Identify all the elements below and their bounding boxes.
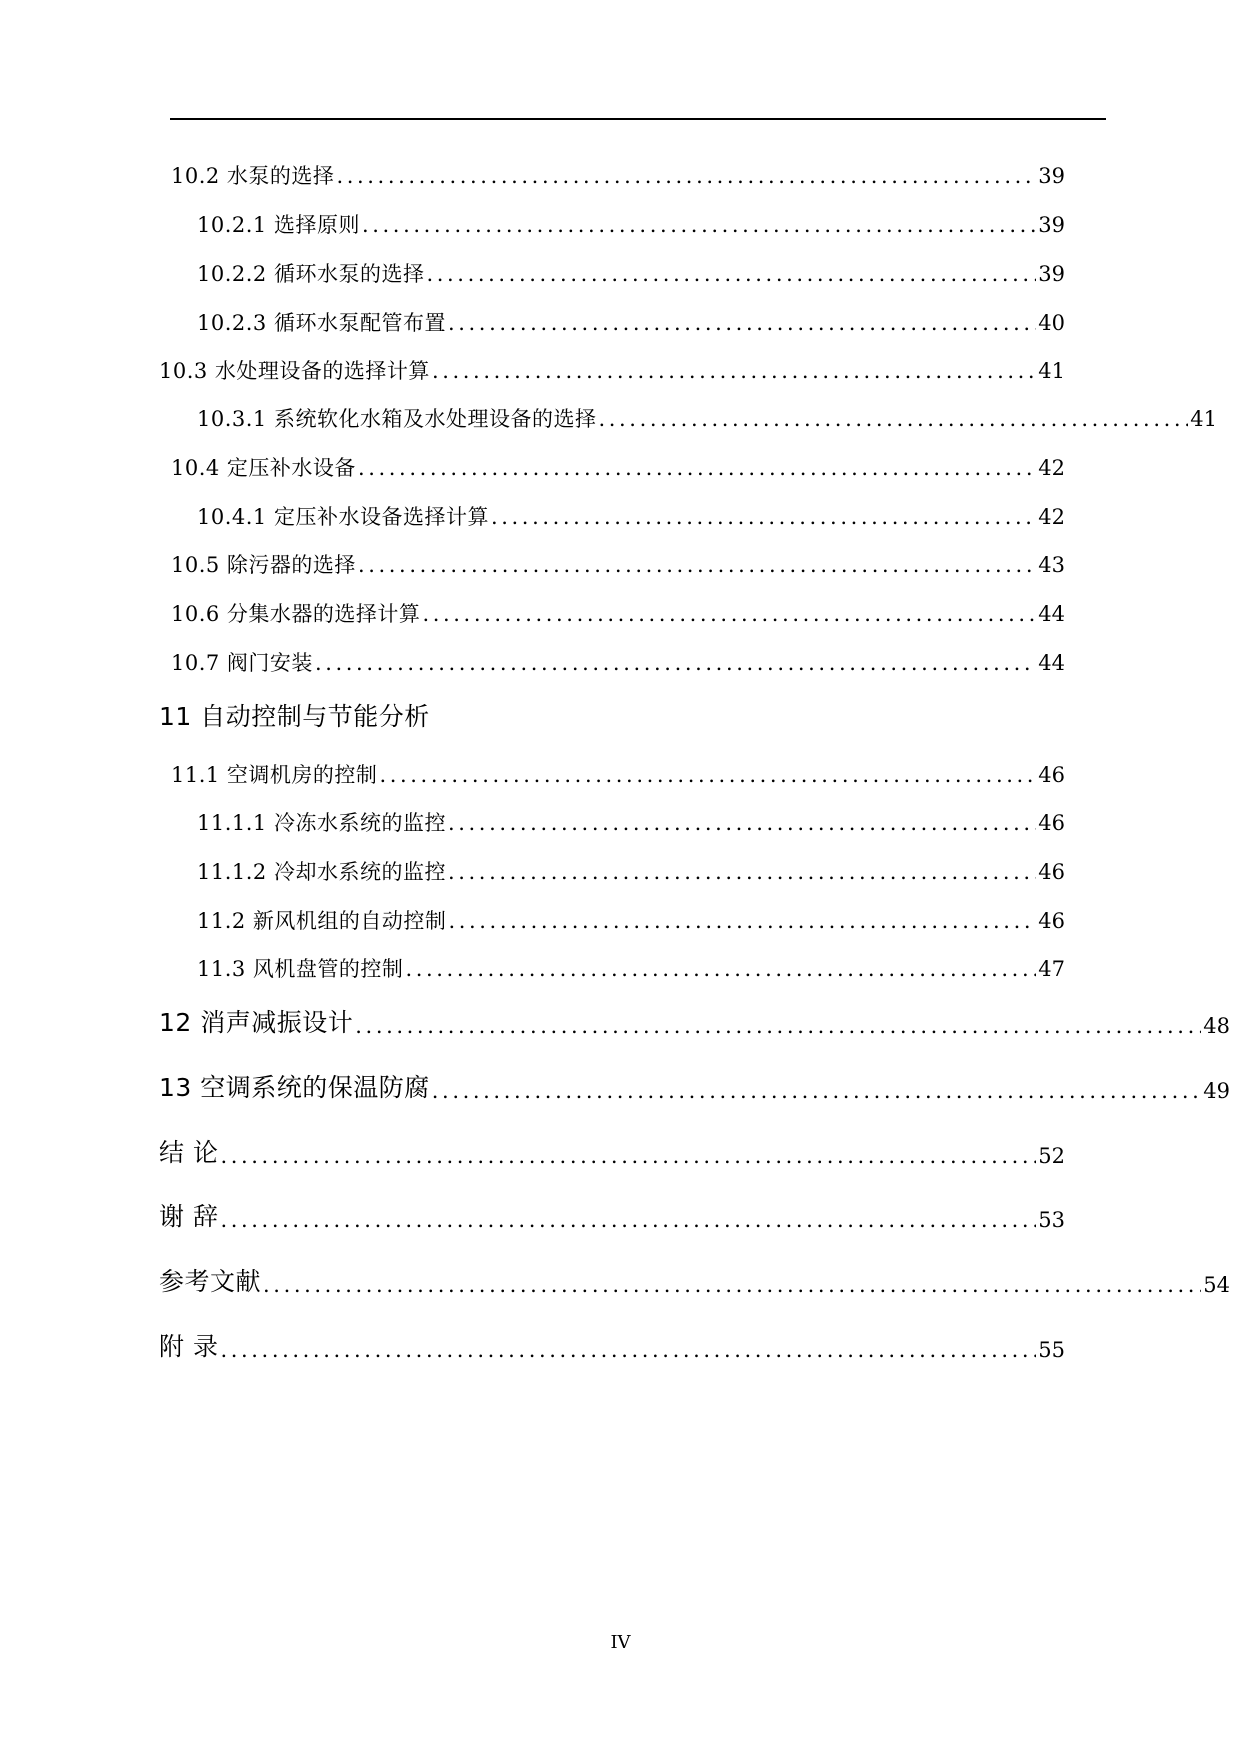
toc-entry-title: 10.6 分集水器的选择计算 [171,602,421,626]
toc-entry-title: 10.4 定压补水设备 [171,456,356,480]
toc-leader-dots [220,1142,1036,1170]
toc-entry-title: 10.7 阀门安装 [171,651,313,675]
toc-entry-title: 11.1.1 冷冻水系统的监控 [197,811,446,835]
toc-leader-dots [426,260,1036,288]
toc-entry[interactable] [0,1130,1065,1170]
toc-entry-title: 10.2.1 选择原则 [197,213,360,237]
toc-leader-dots [598,405,1188,433]
toc-leader-dots [432,1077,1202,1105]
page-number-footer: IV [610,1632,631,1653]
toc-entry-title: 10.5 除污器的选择 [171,553,356,577]
toc-entry[interactable] [0,448,1065,482]
toc-entry-title: 11.2 新风机组的自动控制 [197,909,447,933]
toc-entry-page: 41 [1190,407,1217,431]
toc-entry-title: 10.2.3 循环水泵配管布置 [197,311,446,335]
toc-entry-page: 39 [1038,262,1065,286]
toc-entry-title: 10.4.1 定压补水设备选择计算 [197,505,489,529]
toc-leader-dots [220,1206,1036,1234]
toc-entry-title: 11.3 风机盘管的控制 [197,957,404,981]
toc-entry-page: 39 [1038,213,1065,237]
toc-entry[interactable] [0,205,1065,239]
toc-entry[interactable] [0,156,1065,190]
toc-leader-dots [432,357,1036,385]
toc-entry[interactable] [0,545,1065,579]
toc-leader-dots [379,761,1036,789]
toc-chapter-title: 11 自动控制与节能分析 [159,702,430,731]
toc-entry-page: 49 [1203,1079,1230,1103]
toc-entry[interactable] [0,1259,1230,1299]
toc-leader-dots [315,649,1036,677]
toc-entry[interactable] [0,643,1065,677]
toc-entry-title: 谢 辞 [159,1202,219,1231]
toc-entry[interactable] [0,1000,1230,1040]
toc-entry-page: 52 [1038,1144,1065,1168]
toc-entry[interactable] [0,254,1065,288]
toc-entry-page: 55 [1038,1338,1065,1362]
toc-entry[interactable] [0,803,1065,837]
toc-entry-page: 53 [1038,1208,1065,1232]
toc-entry-page: 46 [1038,811,1065,835]
toc-entry[interactable] [0,303,1065,337]
toc-leader-dots [491,503,1036,531]
toc-entry[interactable] [0,901,1065,935]
toc-leader-dots [448,809,1036,837]
toc-entry[interactable] [0,351,1065,385]
toc-leader-dots [220,1336,1036,1364]
toc-entry-page: 42 [1038,505,1065,529]
toc-leader-dots [448,907,1036,935]
toc-leader-dots [405,955,1036,983]
toc-entry[interactable] [0,1324,1065,1364]
toc-entry-page: 48 [1203,1014,1230,1038]
toc-entry-title: 10.2 水泵的选择 [171,164,335,188]
toc-entry-page: 39 [1038,164,1065,188]
toc-entry-title: 12 消声减振设计 [159,1008,354,1037]
toc-entry-page: 44 [1038,602,1065,626]
toc-entry-page: 47 [1038,957,1065,981]
toc-leader-dots [448,858,1036,886]
toc-leader-dots [358,454,1036,482]
toc-entry[interactable] [0,852,1065,886]
toc-entry-page: 44 [1038,651,1065,675]
toc-entry-title: 11.1.2 冷却水系统的监控 [197,860,446,884]
toc-entry-page: 46 [1038,860,1065,884]
toc-entry[interactable] [0,497,1065,531]
toc-entry-title: 13 空调系统的保温防腐 [159,1073,430,1102]
toc-entry-page: 40 [1038,311,1065,335]
toc-leader-dots [358,551,1036,579]
toc-entry-page: 46 [1038,763,1065,787]
toc-entry[interactable] [0,1194,1065,1234]
toc-entry[interactable] [0,594,1065,628]
toc-entry-title: 附 录 [159,1332,219,1361]
toc-entry-title: 参考文献 [159,1267,262,1296]
toc-leader-dots [422,600,1036,628]
toc-entry-title: 10.2.2 循环水泵的选择 [197,262,425,286]
toc-entry[interactable] [0,949,1065,983]
toc-entry-page: 42 [1038,456,1065,480]
toc-entry[interactable] [0,399,1217,433]
toc-entry-page: 43 [1038,553,1065,577]
toc-leader-dots [355,1012,1201,1040]
toc-entry-title: 11.1 空调机房的控制 [171,763,378,787]
toc-entry-title: 结 论 [159,1138,219,1167]
toc-leader-dots [448,309,1036,337]
toc-chapter-heading[interactable] [159,694,430,734]
toc-entry[interactable] [0,1065,1230,1105]
toc-entry-title: 10.3.1 系统软化水箱及水处理设备的选择 [197,407,597,431]
toc-leader-dots [263,1271,1201,1299]
header-rule [170,118,1106,120]
toc-leader-dots [336,162,1036,190]
toc-leader-dots [362,211,1036,239]
toc-entry-page: 54 [1203,1273,1230,1297]
toc-entry-title: 10.3 水处理设备的选择计算 [159,359,430,383]
toc-entry[interactable] [0,755,1065,789]
toc-entry-page: 46 [1038,909,1065,933]
toc-entry-page: 41 [1038,359,1065,383]
